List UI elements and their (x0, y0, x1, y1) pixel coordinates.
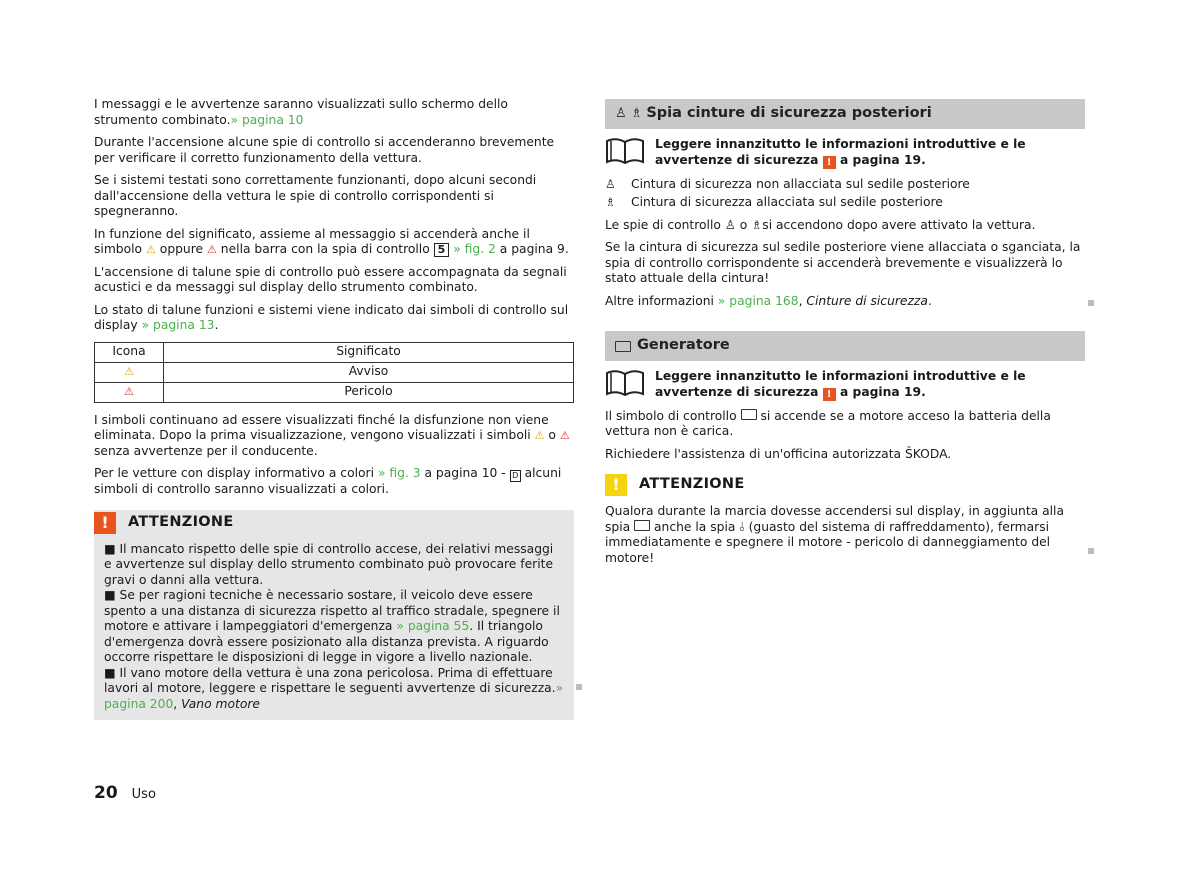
attention-body (104, 536, 564, 713)
attention-box-right (605, 472, 1085, 566)
paragraph-assistenza: Richiedere l'assistenza di un'officina autorizzata ŠKODA. (605, 446, 952, 461)
section-title: Generatore (637, 337, 730, 354)
paragraph-simbolo-controllo: Il simbolo di controllo si accende se a motore acceso la batteria della vettura non è carica. (605, 408, 1051, 438)
warning-triangle-yellow-icon: ⚠ (534, 429, 545, 442)
link-pagina-55[interactable]: » pagina 55 (396, 619, 470, 633)
seatbelt-unfastened-icon: ♙ (724, 217, 736, 232)
paragraph-display-colori: Per le vetture con display informativo a colori » fig. 3 a pagina 10 - D alcuni simboli di controllo saranno visualizzati a colori. (94, 466, 562, 496)
attention-box-left (94, 510, 574, 721)
battery-icon (615, 341, 631, 352)
seatbelt-unfastened-icon: ♙ (605, 176, 616, 191)
control-number-box: 5 (434, 243, 450, 257)
book-icon (605, 369, 645, 397)
warning-triangle-red-icon: ⚠ (559, 429, 570, 442)
coolant-temperature-icon: ⫰ (739, 519, 745, 534)
link-fig-2[interactable]: » fig. 2 (453, 242, 496, 256)
table-cell-meaning: Pericolo (164, 382, 574, 402)
page-section: Uso (131, 787, 156, 802)
link-fig-3[interactable]: » fig. 3 (377, 466, 421, 480)
table-cell-meaning: Avviso (164, 362, 574, 382)
attention-bullet: ■ Il vano motore della vettura è una zona pericolosa. Prima di effettuare lavori al motore, leggere e rispettare le seguenti avvertenze di sicurezza.» pagina 200, Vano motore (104, 665, 564, 711)
legend-item: ♗ Cintura di sicurezza allacciata sul sedile posteriore (605, 195, 943, 209)
exclamation-warning-icon: ! (605, 474, 627, 496)
left-column (94, 97, 574, 720)
symbols-table (94, 342, 574, 403)
section-end-marker (1088, 300, 1094, 306)
book-icon (605, 137, 645, 165)
seatbelt-fastened-icon: ♗ (751, 217, 763, 232)
read-first-note: Leggere innanzitutto le informazioni introduttive e le avvertenze di sicurezza ! a pagina 19. (605, 369, 1085, 401)
warning-triangle-red-icon: ⚠ (124, 385, 134, 399)
paragraph-stato-funzioni: Lo stato di talune funzioni e sistemi viene indicato dai simboli di controllo sul display » pagina 13. (94, 302, 569, 332)
paragraph-cintura-allacciata: Se la cintura di sicurezza sul sedile posteriore viene allacciata o sganciata, la spia di controllo corrispondente si accenderà brevemente e visualizzerà lo stato attuale della cintura! (605, 240, 1081, 285)
section-header-generatore (605, 331, 1085, 361)
paragraph-significato: In funzione del significato, assieme al messaggio si accenderà anche il simbolo ⚠ oppure ⚠ nella barra con la spia di controllo 5 » fig. 2 a pagina 9. (94, 226, 569, 256)
attention-bullet: ■ Se per ragioni tecniche è necessario sostare, il veicolo deve essere spento a una distanza di sicurezza rispetto al traffico stradale, spegnere il motore e attivare i lampeggiatori d'emergenza » pagina 55. Il triangolo d'emergenza dovrà essere posizionato alla distanza prevista. A riguardo occorre rispettare le disposizioni di legge in vigore a livello nazionale. (104, 588, 560, 664)
attention-title: ATTENZIONE (128, 513, 234, 530)
right-column (605, 99, 1085, 573)
table-row (95, 362, 574, 382)
legend-item: ♙ Cintura di sicurezza non allacciata sul sedile posteriore (605, 176, 970, 191)
page-footer (94, 783, 156, 803)
table-row (95, 382, 574, 402)
seatbelt-unfastened-icon: ♙ (615, 106, 627, 122)
warning-triangle-red-icon: ⚠ (207, 243, 217, 256)
table-header-row (95, 342, 574, 362)
attention-header (94, 510, 564, 536)
table-header-significato: Significato (164, 342, 574, 362)
paragraph-accensione: Durante l'accensione alcune spie di controllo si accenderanno brevemente per verificare il corretto funzionamento della vettura. (94, 135, 555, 165)
paragraph-simboli-visualizzati: I simboli continuano ad essere visualizzati finché la disfunzione non viene eliminata. Dopo la prima visualizzazione, vengono visualizzati i simboli ⚠ o ⚠ senza avvertenze per il conducente. (94, 412, 570, 458)
table-header-icona: Icona (95, 342, 164, 362)
display-d-icon: D (510, 470, 521, 482)
attention-body: Qualora durante la marcia dovesse accendersi sul display, in aggiunta alla spia anche la spia ⫰ (guasto del sistema di raffreddamento), fermarsi immediatamente e spegnere il motore - pericolo di danneggiamento del motore! (605, 504, 1064, 565)
attention-title: ATTENZIONE (639, 476, 745, 493)
section-header-cinture (605, 99, 1085, 129)
section-title: Spia cinture di sicurezza posteriori (646, 105, 932, 122)
attention-header (605, 472, 1085, 498)
seatbelt-fastened-icon: ♗ (605, 195, 616, 209)
read-first-note: Leggere innanzitutto le informazioni introduttive e le avvertenze di sicurezza ! a pagina 19. (605, 137, 1085, 169)
section-end-marker (1088, 548, 1094, 554)
paragraph-sistemi-testati: Se i sistemi testati sono correttamente funzionanti, dopo alcuni secondi dall'accensione della vettura le spie di controllo corrispondenti si spegneranno. (94, 173, 537, 218)
link-pagina-200[interactable]: » pagina 200 (104, 681, 564, 711)
paragraph-spie-controllo: Le spie di controllo ♙ o ♗si accendono dopo avere attivato la vettura. (605, 217, 1036, 232)
seatbelt-fastened-icon: ♗ (630, 106, 643, 122)
section-end-marker (576, 684, 582, 690)
warning-triangle-yellow-icon: ⚠ (146, 243, 156, 256)
exclamation-warning-icon: ! (823, 388, 836, 401)
link-pagina-10[interactable]: » pagina 10 (230, 112, 304, 127)
warning-triangle-yellow-icon: ⚠ (124, 365, 134, 379)
link-pagina-168[interactable]: » pagina 168 (717, 293, 799, 308)
intro-paragraph: I messaggi e le avvertenze saranno visualizzati sullo schermo dello strumento combinato.» pagina 10 (94, 97, 508, 127)
battery-icon (741, 409, 757, 420)
exclamation-warning-icon: ! (823, 156, 836, 169)
attention-bullet: ■ Il mancato rispetto delle spie di controllo accese, dei relativi messaggi e avvertenze sul display dello strumento combinato può provocare ferite gravi o danni alla vettura. (104, 541, 554, 587)
page-number: 20 (94, 783, 118, 803)
paragraph-altre-informazioni: Altre informazioni » pagina 168, Cinture di sicurezza. (605, 293, 932, 308)
link-pagina-13[interactable]: » pagina 13 (141, 318, 215, 332)
paragraph-segnali-acustici: L'accensione di talune spie di controllo può essere accompagnata da segnali acustici e da messaggi sul display dello strumento combinato. (94, 264, 567, 294)
exclamation-warning-icon: ! (94, 512, 116, 534)
battery-icon (634, 520, 650, 531)
